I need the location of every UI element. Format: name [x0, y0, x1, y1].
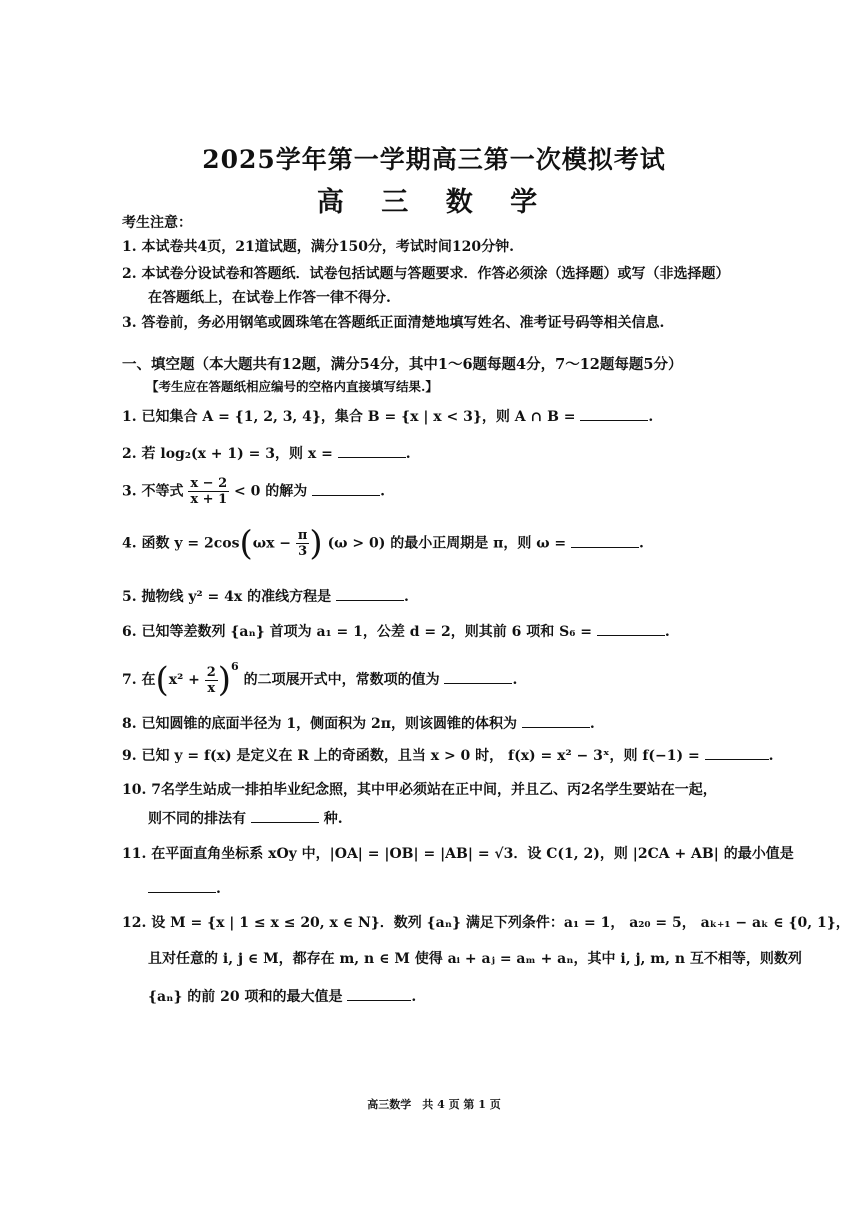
question-4: 4. 函数 y = 2cos(ωx − $\frac{\pi}{3}$ ) (ω > 0) 的最小正周期是 π，则 ω = . [122, 523, 644, 564]
question-2: 2. 若 log₂(x + 1) = 3，则 x = . [122, 446, 411, 462]
answer-blank[interactable] [597, 623, 665, 636]
answer-blank[interactable] [338, 445, 406, 458]
question-number: 8. [122, 716, 137, 732]
question-12-line2: 且对任意的 i, j ∈ M，都存在 m, n ∈ M 使得 aᵢ + aⱼ = aₘ + aₙ，其中 i, j, m, n 互不相等，则数列 [148, 951, 802, 967]
answer-blank[interactable] [312, 483, 380, 496]
exponent: 6 [231, 660, 239, 673]
section-instruction: 【考生应在答题纸相应编号的空格内直接填写结果.】 [146, 379, 438, 394]
question-6: 6. 已知等差数列 {aₙ} 首项为 a₁ = 1，公差 d = 2，则其前 6 项和 S₆ = . [122, 624, 670, 640]
question-text-post: (ω > 0) 的最小正周期是 π，则 ω = [327, 535, 567, 552]
question-text-pre: 则不同的排法有 [148, 811, 246, 827]
question-text-post: 的二项展开式中，常数项的值为 [243, 672, 440, 688]
question-9: 9. 已知 y = f(x) 是定义在 R 上的奇函数，且当 x > 0 时， f(x) = x² − 3ˣ，则 f(−1) = . [122, 748, 774, 764]
question-text: 7名学生站成一排拍毕业纪念照，其中甲必须站在正中间，并且乙、丙2名学生要站在一起， [151, 782, 717, 798]
question-number: 1. [122, 409, 137, 425]
page-footer: 高三数学 共 4 页 第 1 页 [367, 1098, 501, 1111]
answer-blank[interactable] [251, 810, 319, 823]
fraction-numerator: x − 2 [190, 476, 228, 491]
question-10 [122, 779, 717, 799]
question-text-mid: ωx − [252, 535, 296, 552]
notice-item-2: 2. 本试卷分设试卷和答题纸．试卷包括试题与答题要求．作答必须涂（选择题）或写（非选择题） [122, 266, 730, 282]
question-text: 在平面直角坐标系 xOy 中，|OA| = |OB| = |AB| = √3．设 C(1, 2)，则 |2CA + AB| 的最小值是 [151, 846, 794, 862]
question-5: 5. 抛物线 y² = 4x 的准线方程是 . [122, 589, 409, 605]
question-text-pre: 不等式 [141, 483, 184, 500]
question-10-cont [148, 808, 343, 828]
question-11 [122, 843, 794, 863]
question-7: 7. 在(x² + $\frac{2}{x}$ )$^6$ 的二项展开式中，常数项的值为 . [122, 660, 518, 700]
fraction-numerator: π [297, 528, 308, 543]
question-text: 抛物线 y² = 4x 的准线方程是 [141, 589, 332, 605]
question-8: 8. 已知圆锥的底面半径为 1，侧面积为 2π，则该圆锥的体积为 . [122, 716, 595, 732]
question-text: 若 log₂(x + 1) = 3，则 x = [141, 446, 333, 462]
fraction-numerator: 2 [206, 664, 216, 680]
question-text-mid: x² + [168, 672, 205, 688]
fraction [188, 476, 229, 507]
question-text: 已知集合 A = {1, 2, 3, 4}，集合 B = {x | x < 3}，则 A ∩ B = [141, 409, 576, 425]
notice-item-3: 3. 答卷前，务必用钢笔或圆珠笔在答题纸正面清楚地填写姓名、准考证号码等相关信息. [122, 315, 665, 331]
question-number: 5. [122, 589, 137, 605]
question-text: 设 M = {x | 1 ≤ x ≤ 20, x ∈ N}．数列 {aₙ} 满足下列条件：a₁ = 1， a₂₀ = 5， aₖ₊₁ − aₖ ∈ {0, 1}， [151, 915, 850, 931]
question-text-pre: 在 [141, 672, 156, 688]
question-12 [122, 912, 850, 932]
fraction-denominator: x [207, 680, 216, 696]
question-text-pre: 函数 y = 2cos [141, 535, 240, 552]
question-12-line3: {aₙ} 的前 20 项和的最大值是 . [148, 989, 417, 1005]
question-number: 11. [122, 846, 147, 862]
fraction-denominator: x + 1 [190, 492, 228, 507]
notice-item-2-cont: 在答题纸上，在试卷上作答一律不得分. [148, 290, 391, 306]
question-number: 12. [122, 915, 147, 931]
question-number: 10. [122, 782, 147, 798]
notice-heading: 考生注意： [122, 215, 192, 231]
answer-blank[interactable] [522, 715, 590, 728]
question-1: 1. 已知集合 A = {1, 2, 3, 4}，集合 B = {x | x < 3}，则 A ∩ B = . [122, 409, 654, 425]
exam-title: 2025学年第一学期高三第一次模拟考试 [202, 145, 666, 174]
question-number: 2. [122, 446, 137, 462]
answer-blank[interactable] [336, 588, 404, 601]
question-text: 已知等差数列 {aₙ} 首项为 a₁ = 1，公差 d = 2，则其前 6 项和 S₆ = [141, 624, 592, 640]
answer-blank[interactable] [705, 747, 769, 760]
question-number: 9. [122, 748, 137, 764]
answer-blank[interactable] [571, 535, 639, 548]
section-heading: 一、填空题（本大题共有12题，满分54分，其中1～6题每题4分，7～12题每题5分） [122, 356, 683, 373]
fraction [205, 665, 218, 696]
question-text-post: 种. [323, 811, 343, 827]
answer-blank[interactable] [148, 880, 216, 893]
question-number: 6. [122, 624, 137, 640]
subject-title: 高 三 数 学 [316, 187, 552, 218]
notice-item-1: 1. 本试卷共4页，21道试题，满分150分，考试时间120分钟. [122, 239, 515, 255]
question-text-post: < 0 的解为 [234, 483, 308, 500]
question-number: 3. [122, 483, 137, 500]
question-11-cont: . [148, 880, 221, 897]
question-3: 3. 不等式 $\frac{x - 2}{x + 1}$ < 0 的解为 . [122, 476, 385, 507]
fraction-denominator: 3 [298, 544, 308, 559]
answer-blank[interactable] [347, 988, 411, 1001]
question-number: 4. [122, 535, 137, 552]
answer-blank[interactable] [580, 408, 648, 421]
answer-blank[interactable] [444, 671, 512, 684]
question-number: 7. [122, 672, 137, 688]
question-text: 已知圆锥的底面半径为 1，侧面积为 2π，则该圆锥的体积为 [141, 716, 517, 732]
fraction [296, 528, 310, 559]
question-text: {aₙ} 的前 20 项和的最大值是 [148, 989, 343, 1005]
question-text: 已知 y = f(x) 是定义在 R 上的奇函数，且当 x > 0 时， f(x) = x² − 3ˣ，则 f(−1) = [141, 748, 700, 764]
